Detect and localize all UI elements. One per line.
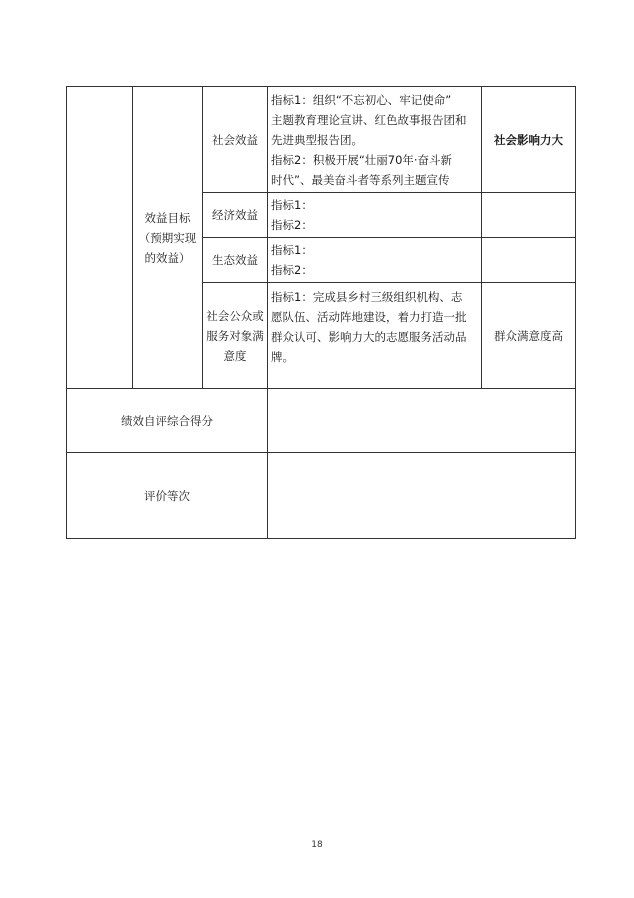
benefit-label-line: 的效益） <box>144 250 191 265</box>
benefit-label-line: （预期实现 <box>138 230 197 245</box>
value-satisfaction: 群众满意度高 <box>482 283 576 389</box>
grade-label: 评价等次 <box>67 453 268 539</box>
indicator-social-benefit: 指标1：组织“不忘初心、牢记使命” 主题教育理论宣讲、红色故事报告团和 先进典型报告团。 指标2：积极开展“壮丽70年·奋斗新 时代”、最美奋斗者等系列主题宣传 <box>268 87 482 193</box>
category-economic-benefit: 经济效益 <box>203 193 268 238</box>
category-social-benefit: 社会效益 <box>203 87 268 193</box>
indicator-satisfaction: 指标1：完成县乡村三级组织机构、志 愿队伍、活动阵地建设，着力打造一批 群众认可、影响力大的志愿服务活动品 牌。 <box>268 283 482 389</box>
benefit-label-line: 效益目标 <box>144 210 191 225</box>
benefit-target-label <box>133 87 203 389</box>
overall-score-value <box>268 389 576 453</box>
indicator-ecological-benefit: 指标1： 指标2： <box>268 238 482 283</box>
category-satisfaction: 社会公众或 服务对象满 意度 <box>203 283 268 389</box>
performance-evaluation-table <box>66 86 576 539</box>
value-social-benefit: 社会影响力大 <box>482 87 576 193</box>
indicator-economic-benefit: 指标1： 指标2： <box>268 193 482 238</box>
overall-score-label: 绩效自评综合得分 <box>67 389 268 453</box>
value-ecological-benefit <box>482 238 576 283</box>
grade-value <box>268 453 576 539</box>
page-number: 18 <box>311 840 323 850</box>
value-economic-benefit <box>482 193 576 238</box>
category-ecological-benefit: 生态效益 <box>203 238 268 283</box>
blank-group-cell <box>67 87 133 389</box>
